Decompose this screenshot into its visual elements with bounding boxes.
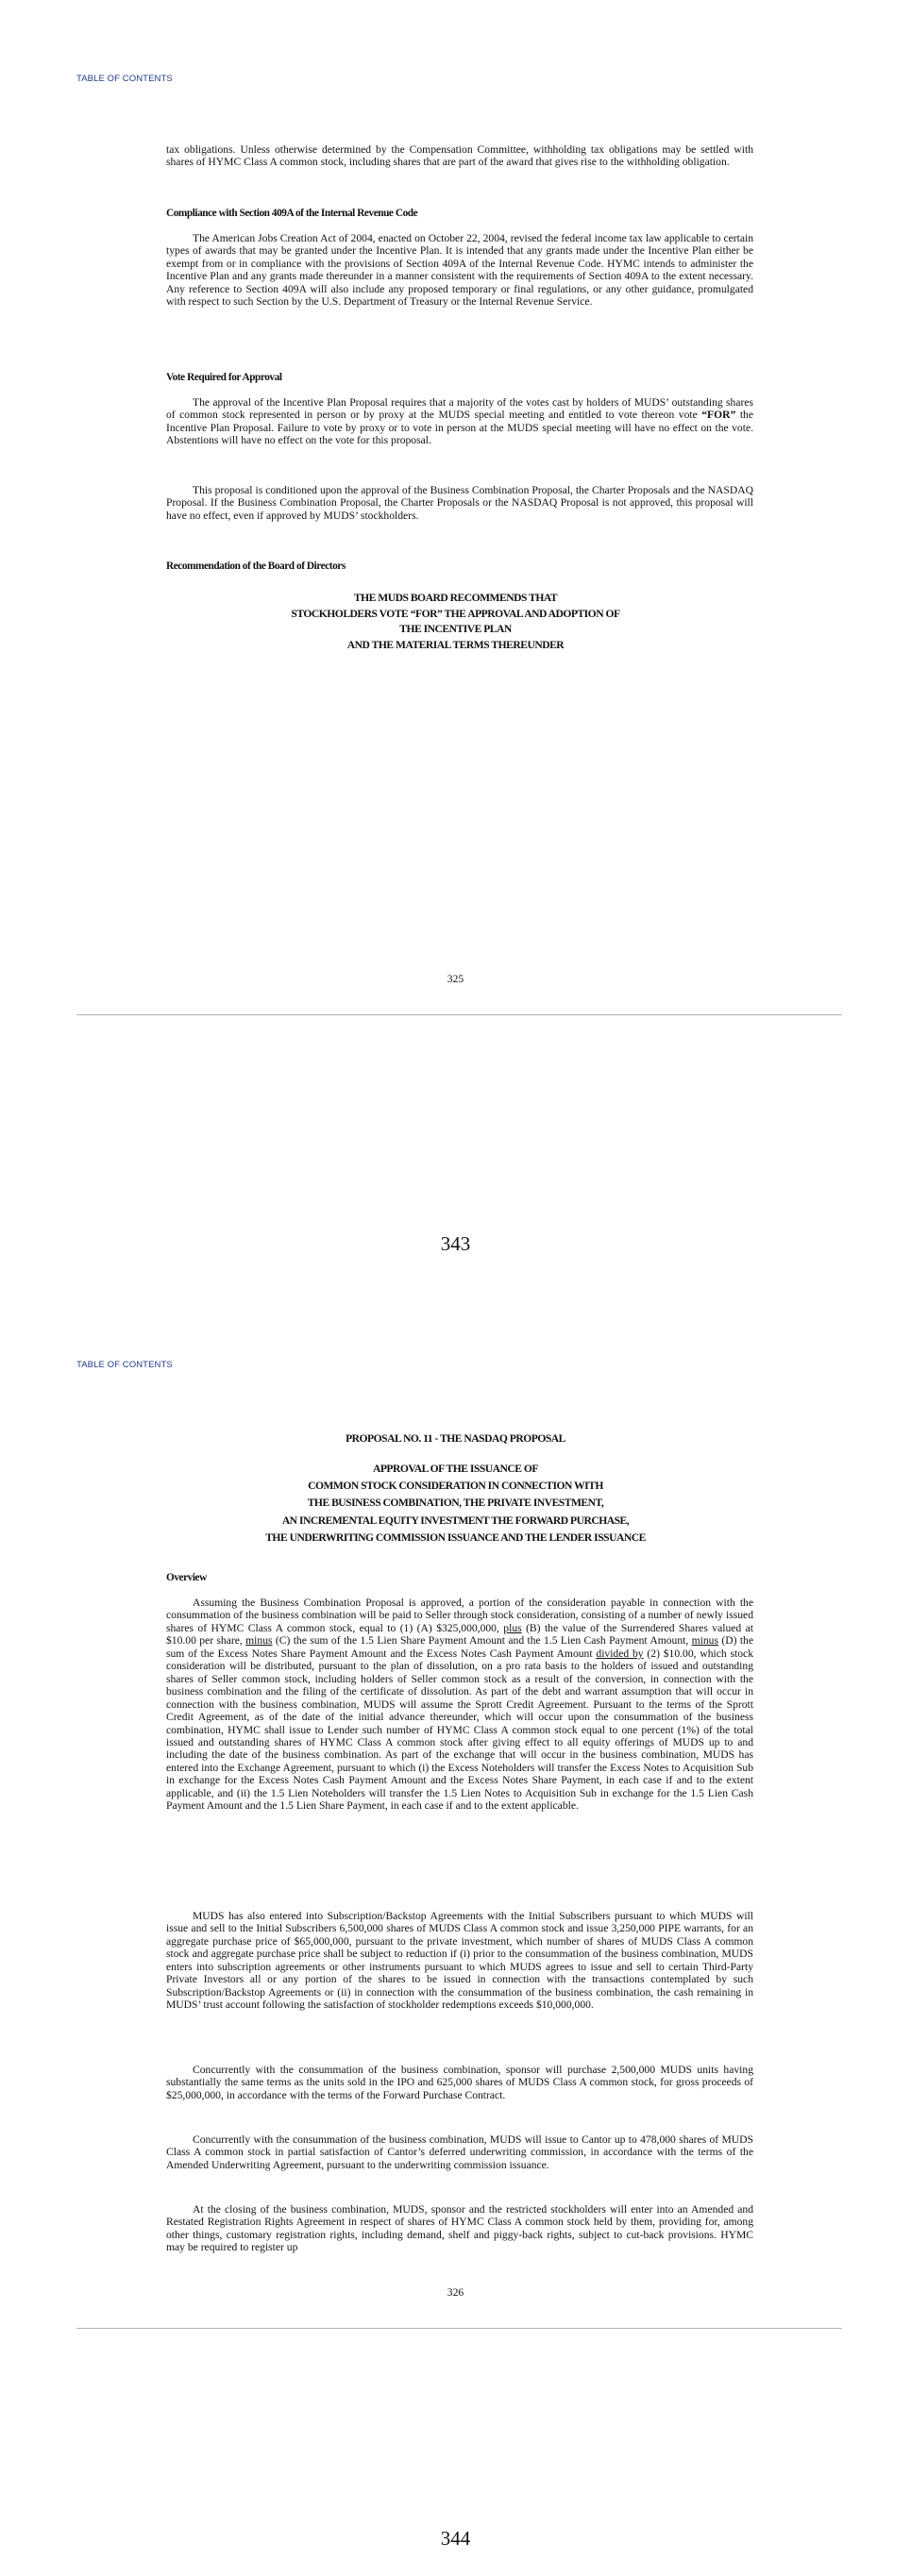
page-index-344: 344 — [440, 2527, 471, 2550]
vote-for-emphasis: “FOR” — [701, 409, 736, 422]
paragraph-409a: The American Jobs Creation Act of 2004, enacted on October 22, 2004, revised the federal income tax law applicable to certain types of awards that may be granted under the Incentive Plan. It is intended that any grants made under the Incentive Plan either be exempt from or in compliance with the provisions of Section 409A of the Internal Revenue Code. HYMC intends to administer the Incentive Plan and any grants made thereunder in a manner consistent with the requirements of Section 409A to the extent necessary. Any reference to Section 409A will also include any proposed temporary or final regulations, or any other guidance, promulgated with respect to such Section by the U.S. Department of Treasury or the Internal Revenue Service. — [166, 232, 753, 309]
p1-minus-1: minus — [245, 1634, 273, 1648]
p1-divided-by: divided by — [596, 1647, 644, 1660]
table-of-contents-link-2[interactable]: TABLE OF CONTENTS — [76, 1360, 173, 1370]
paragraph-stock-consideration — [166, 1597, 753, 1813]
subtitle-line-1: APPROVAL OF THE ISSUANCE OF — [372, 1463, 539, 1475]
registration-rights-body — [166, 2203, 753, 2254]
table-of-contents-link[interactable]: TABLE OF CONTENTS — [76, 74, 173, 84]
paragraph-underwriting-commission: Concurrently with the consummation of the business combination, MUDS will issue to Cantor up to 478,000 shares of MUDS Class A common stock in partial satisfaction of Cantor’s deferred underwriting commission, in accordance with the terms of the Amended Underwriting Agreement, pursuant to the underwriting commission issuance. — [166, 2133, 753, 2171]
recommendation-line-3: THE INCENTIVE PLAN — [399, 623, 512, 635]
forward-purchase-body — [166, 2064, 753, 2101]
subtitle-line-4: AN INCREMENTAL EQUITY INVESTMENT THE FORWARD PURCHASE, — [281, 1514, 630, 1527]
p1-text-d: (D) the sum of the Excess Notes Share Payment Amount and the Excess Notes Cash Payment Amount — [166, 1634, 753, 1660]
paragraph-registration-rights: At the closing of the business combination, MUDS, sponsor and the restricted stockholders will enter into an Amended and Restated Registration Rights Agreement in respect of shares of HYMC Class A common stock held by them, providing for, among other things, customary registration rights, including demand, shelf and piggy-back rights, subject to cut-back provisions. HYMC may be required to register up — [166, 2203, 753, 2254]
section-409a-body — [166, 232, 753, 309]
subtitle-line-5: THE UNDERWRITING COMMISSION ISSUANCE AND THE LENDER ISSUANCE — [265, 1531, 646, 1544]
paragraph-vote-required — [166, 396, 753, 447]
vote-required-body — [166, 396, 753, 447]
paragraph-conditioned: This proposal is conditioned upon the approval of the Business Combination Proposal, the Charter Proposals and the NASDAQ Proposal. If the Business Combination Proposal, the Charter Proposals or the NASDAQ Proposal is not approved, this proposal will have no effect, even if approved by MUDS’ stockholders. — [166, 484, 753, 522]
vote-text-b: the Incentive Plan Proposal. Failure to vote by proxy or to vote in person at the MUDS special meeting will have no effect on the vote. Abstentions will have no effect on the vote for this proposal. — [166, 409, 753, 447]
paragraph-forward-purchase: Concurrently with the consummation of the business combination, sponsor will purchase 2,500,000 MUDS units having substantially the same terms as the units sold in the IPO and 625,000 shares of MUDS Class A common stock, for gross proceeds of $25,000,000, in accordance with the terms of the Forward Purchase Contract. — [166, 2064, 753, 2101]
proposal-title: PROPOSAL NO. 11 - THE NASDAQ PROPOSAL — [346, 1432, 565, 1445]
heading-section-409a: Compliance with Section 409A of the Internal Revenue Code — [166, 208, 418, 219]
paragraph-subscription-backstop: MUDS has also entered into Subscription/Backstop Agreements with the Initial Subscribers pursuant to which MUDS will issue and sell to the Initial Subscribers 6,500,000 shares of MUDS Class A common stock and issue 3,250,000 PIPE warrants, for an aggregate purchase price of $65,000,000, pursuant to the private investment, which number of shares of MUDS Class A common stock and aggregate purchase price shall be subject to reduction if (i) prior to the consummation of the business combination, MUDS enters into subscription agreements or other instruments pursuant to which MUDS agrees to issue and sell to certain Third-Party Private Investors all or any portion of the shares to be issued in connection with the transactions contemplated by such Subscription/Backstop Agreements or (ii) in connection with the consummation of the business combination, the cash remaining in MUDS’ trust account following the satisfaction of stockholder redemptions exceeds $10,000,000. — [166, 1910, 753, 2012]
page-divider — [76, 1014, 842, 1015]
recommendation-line-4: AND THE MATERIAL TERMS THEREUNDER — [346, 638, 565, 651]
conditioned-body — [166, 484, 753, 522]
page-number-326: 326 — [447, 2286, 464, 2299]
board-recommendation-block — [0, 591, 911, 653]
page-number-325: 325 — [447, 973, 464, 985]
vote-text-a: The approval of the Incentive Plan Proposal requires that a majority of the votes cast by holders of MUDS’ outstanding shares of common stock represented in person or by proxy at the MUDS special meeting and entitled to vote thereon vote — [166, 396, 753, 422]
page1-body — [166, 143, 753, 169]
paragraph-tax-obligations: tax obligations. Unless otherwise determined by the Compensation Committee, withholding tax obligations may be settled with shares of HYMC Class A common stock, including shares that are part of the award that gives rise to the withholding obligation. — [166, 143, 753, 169]
subtitle-line-2: COMMON STOCK CONSIDERATION IN CONNECTION WITH — [308, 1480, 603, 1493]
page-divider-2 — [76, 2328, 842, 2329]
recommendation-line-1: THE MUDS BOARD RECOMMENDS THAT — [353, 592, 558, 604]
p1-text-c: (C) the sum of the 1.5 Lien Share Payment Amount and the 1.5 Lien Cash Payment Amount, — [272, 1634, 692, 1648]
underwriting-body — [166, 2133, 753, 2171]
p1-plus: plus — [503, 1621, 522, 1634]
p1-text-e: (2) $10.00, which stock consideration will be distributed, pursuant to the plan of dissolution, on a pro rata basis to the holders of issued and outstanding shares of Seller common stock, including holders of Seller common stock as a result of the conversion, in connection with the business combination and the filing of the certificate of dissolution. As part of the debt and warrant assumption that will occur in connection with the business combination, MUDS will assume the Sprott Credit Agreement. Pursuant to the terms of the Sprott Credit Agreement, as of the date of the initial advance thereunder, which will occur upon the consummation of the business combination, HYMC shall issue to Lender such number of HYMC Class A common stock equal to one percent (1%) of the total issued and outstanding shares of HYMC Class A common stock after giving effect to all equity offerings of MUDS up to and including the date of the business combination. As part of the exchange that will occur in the business combination, MUDS has entered into the Exchange Agreement, pursuant to which (i) the Excess Noteholders will transfer the Excess Notes to Acquisition Sub in exchange for the Excess Notes Cash Payment Amount and the Excess Notes Share Payment, in each case if and to the extent applicable, and (ii) the 1.5 Lien Noteholders will transfer the 1.5 Lien Notes to Acquisition Sub in exchange for the 1.5 Lien Cash Payment Amount and the 1.5 Lien Share Payment, in each case if and to the extent applicable. — [166, 1647, 754, 1813]
recommendation-line-2: STOCKHOLDERS VOTE “FOR” THE APPROVAL AND ADOPTION OF — [291, 607, 620, 620]
page-index-343: 343 — [440, 1232, 471, 1255]
heading-vote-required: Vote Required for Approval — [166, 372, 282, 383]
heading-board-recommendation: Recommendation of the Board of Directors — [166, 560, 346, 572]
overview-body — [166, 1597, 753, 1813]
heading-overview: Overview — [166, 1572, 207, 1583]
proposal-subtitle-block — [0, 1461, 911, 1547]
p1-minus-2: minus — [691, 1634, 718, 1648]
p1-text-b: (B) the value of the Surrendered Shares valued at $10.00 per share, — [166, 1621, 753, 1648]
subtitle-line-3: THE BUSINESS COMBINATION, THE PRIVATE INVESTMENT, — [307, 1497, 604, 1510]
subscription-body — [166, 1910, 753, 2012]
p1-text-a: Assuming the Business Combination Proposal is approved, a portion of the consideration payable in connection with the consummation of the business combination will be paid to Seller through stock consideration, consisting of a number of newly issued shares of HYMC Class A common stock, equal to (1) (A) $325,000,000, — [166, 1597, 753, 1634]
